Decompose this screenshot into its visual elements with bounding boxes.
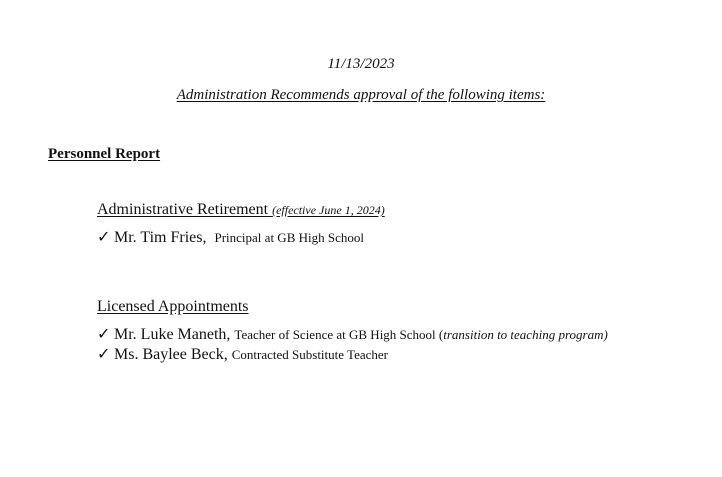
group-heading	[97, 201, 385, 219]
recommendation-line: Administration Recommends approval of the following items:	[176, 87, 546, 103]
document-date: 11/13/2023	[327, 56, 395, 72]
group-licensed-appointments	[97, 298, 608, 365]
group-heading-label: Licensed Appointments	[97, 298, 249, 315]
item-list	[97, 228, 385, 248]
group-heading-label: Administrative Retirement	[97, 201, 269, 218]
group-administrative-retirement	[97, 201, 385, 248]
section-title: Personnel Report	[48, 146, 161, 162]
group-heading	[97, 298, 608, 316]
person-name: Mr. Luke Maneth,	[114, 326, 231, 343]
list-item	[97, 345, 608, 365]
list-item	[97, 325, 608, 345]
person-role: Principal at GB High School	[214, 230, 364, 245]
list-item	[97, 228, 385, 248]
person-role: Teacher of Science at GB High School (	[234, 327, 444, 342]
person-name: Mr. Tim Fries,	[114, 229, 207, 246]
person-role: Contracted Substitute Teacher	[231, 347, 388, 362]
item-list	[97, 325, 608, 365]
person-name: Ms. Baylee Beck,	[114, 346, 228, 363]
checkmark-icon: ✓	[97, 326, 111, 343]
group-heading-note: (effective June 1, 2024)	[272, 203, 385, 217]
checkmark-icon: ✓	[97, 229, 111, 246]
checkmark-icon: ✓	[97, 346, 111, 363]
person-role-note: transition to teaching program)	[443, 327, 608, 342]
